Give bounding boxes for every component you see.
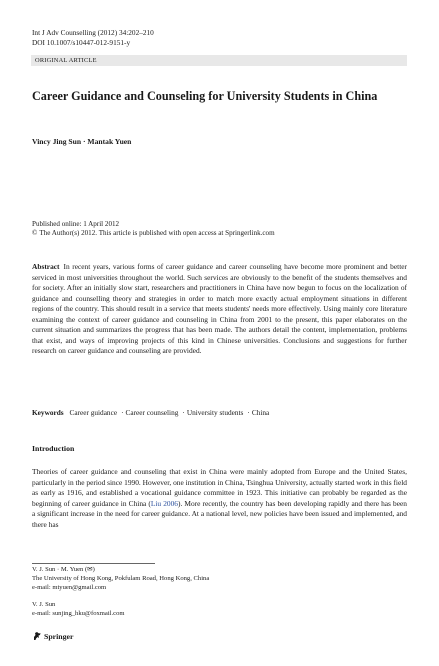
abstract-label: Abstract (32, 262, 60, 271)
copyright-icon: © (32, 229, 38, 238)
publisher-name: Springer (44, 631, 74, 641)
publication-info (32, 220, 275, 239)
keywords-label: Keywords (32, 408, 64, 417)
footnote-author1-email[interactable]: e-mail: mtyuen@gmail.com (32, 583, 107, 591)
keywords: Keywords Career guidance · Career counseling · University students · China (32, 408, 270, 417)
published-date: Published online: 1 April 2012 (32, 220, 120, 228)
footnote-author2 (32, 601, 125, 619)
footnote-author2-name: V. J. Sun (32, 601, 56, 608)
keyword-item: Career counseling (125, 408, 179, 417)
footnote-author1 (32, 566, 209, 592)
introduction-paragraph (32, 467, 407, 530)
journal-citation: Int J Adv Counselling (2012) 34:202–210 (32, 28, 154, 37)
keyword-item: Career guidance (69, 408, 118, 417)
publisher-logo (32, 631, 73, 641)
copyright-text: The Author(s) 2012. This article is published with open access at Springerlink.com (39, 229, 275, 238)
keyword-item: University students (186, 408, 244, 417)
footnote-author1-affiliation: The University of Hong Kong, Pokfulam Road, Hong Kong, China (32, 574, 210, 582)
keyword-item: China (251, 408, 270, 417)
footnote-author2-email[interactable]: e-mail: sunjing_hku@foxmail.com (32, 609, 125, 617)
citation-link[interactable]: Liu 2006 (150, 498, 178, 508)
abstract (32, 262, 407, 357)
journal-header (32, 28, 154, 47)
intro-text-part2: ). More recently, the country has been developing rapidly and there has been a significant increase in the need for career guidance. At a national level, new policies have been issued and implemented, and there has (32, 498, 407, 529)
footnote-divider (32, 563, 155, 564)
introduction-heading: Introduction (32, 444, 75, 453)
footnote-author1-names: V. J. Sun · M. Yuen (✉) (32, 566, 95, 573)
intro-text-part1: Theories of career guidance and counseling that exist in China were mainly adopted from Europe and the United States, particularly in the period since 1990. However, one institution in China, Tsinghua University, actually started work in this field as early as 1916, and established a vocational guidance committee in 1923. This initiative can probably be regarded as the beginning of career guidance in China ( (32, 467, 408, 508)
abstract-text: In recent years, various forms of career guidance and career counseling have become more prominent and better serviced in most universities throughout the world. Such services are obviously to the benefit of the students themselves and for society. After an initially slow start, researchers and practitioners in China have now begun to focus on the localization of guidance and counselling theory and strategies in order to match more exactly actual employment situations in different regions of the country. This should result in a service that meets students' needs more effectively. Using mainly core literature examining the context of career guidance and counseling in China from 2001 to the present, this paper elaborates on the current situation and summarizes the progress that has been made. The authors detail the content, implementation, problems that exist, and ways of improving projects of this kind in Chinese universities. Conclusions and suggestions for further research on career guidance and counseling are provided. (32, 262, 407, 355)
copyright-line (32, 229, 275, 238)
article-type-banner: ORIGINAL ARTICLE (31, 55, 407, 66)
author-list: Vincy Jing Sun · Mantak Yuen (32, 137, 132, 146)
springer-horse-icon (32, 631, 42, 641)
journal-doi[interactable]: DOI 10.1007/s10447-012-9151-y (32, 37, 131, 47)
article-title: Career Guidance and Counseling for University Students in China (32, 89, 378, 103)
